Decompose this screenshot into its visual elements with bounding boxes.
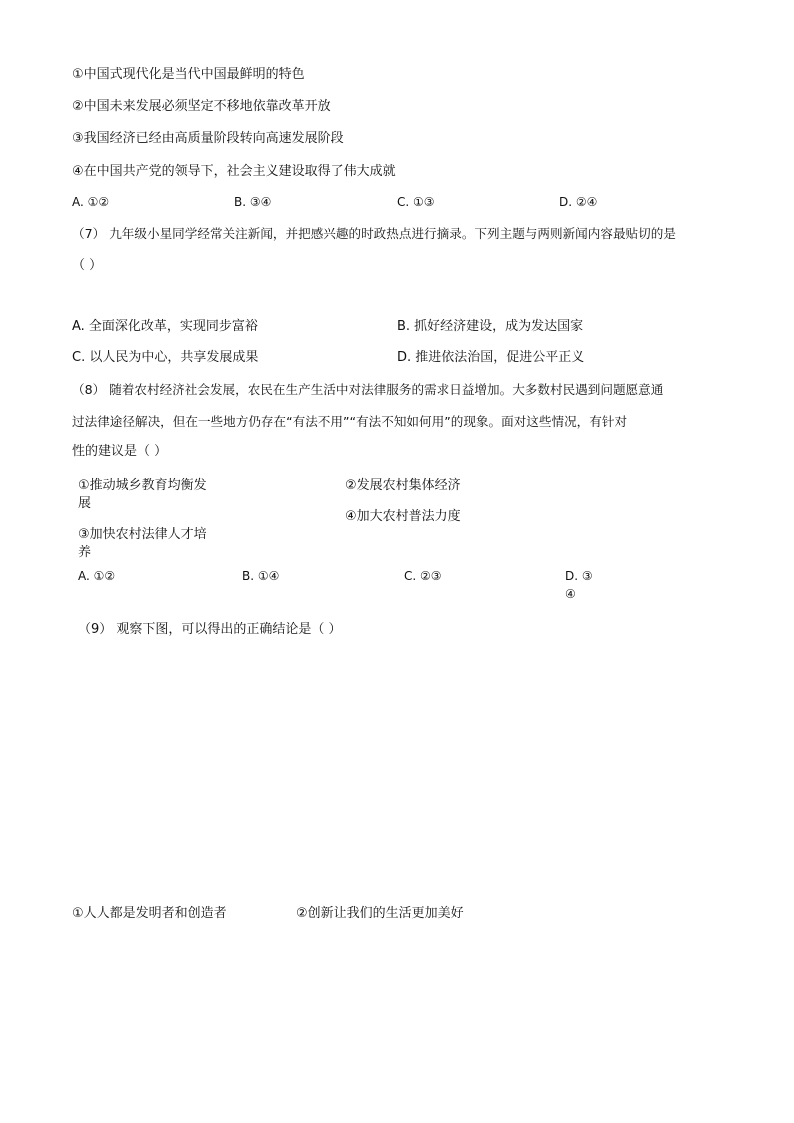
q7-option-d: D. 推进依法治国，促进公平正义 [397, 350, 585, 365]
q8-option-d-line-2: ④ [565, 587, 576, 601]
q8-item-3-line-1: ③加快农村法律人才培 [78, 527, 207, 542]
q7-stem-line-2: （ ） [72, 258, 103, 273]
q7-option-c: C. 以人民为中心，共享发展成果 [72, 350, 259, 365]
q6-item-4: ④在中国共产党的领导下，社会主义建设取得了伟大成就 [72, 164, 396, 179]
q8-item-1-line-1: ①推动城乡教育均衡发 [78, 478, 207, 493]
q6-item-3: ③我国经济已经由高质量阶段转向高速发展阶段 [72, 131, 344, 146]
q8-item-2: ②发展农村集体经济 [345, 478, 461, 493]
q9-item-1: ①人人都是发明者和创造者 [72, 906, 227, 921]
q8-item-3-line-2: 养 [78, 545, 92, 560]
q8-option-a: A. ①② [78, 569, 116, 583]
q7-stem-line-1: （7） 九年级小星同学经常关注新闻，并把感兴趣的时政热点进行摘录。下列主题与两则新闻内容最贴切的是 [72, 226, 676, 241]
q7-option-b: B. 抓好经济建设，成为发达国家 [397, 319, 584, 334]
q6-option-b: B. ③④ [234, 195, 272, 209]
q6-item-1: ①中国式现代化是当代中国最鲜明的特色 [72, 67, 305, 82]
q6-item-2: ②中国未来发展必须坚定不移地依靠改革开放 [72, 99, 331, 114]
q8-item-1-line-2: 展 [78, 496, 92, 511]
q6-option-a: A. ①② [72, 195, 110, 209]
q7-option-a: A. 全面深化改革，实现同步富裕 [72, 319, 258, 334]
q8-stem-line-2: 过法律途径解决，但在一些地方仍存在“有法不用”“有法不知如何用”的现象。面对这些情况，有针对 [72, 414, 628, 429]
q6-option-c: C. ①③ [397, 195, 435, 209]
q6-option-d: D. ②④ [559, 195, 598, 209]
q9-stem: （9） 观察下图，可以得出的正确结论是（ ） [78, 622, 342, 637]
q8-item-4: ④加大农村普法力度 [345, 509, 461, 524]
q8-stem-line-3: 性的建议是（ ） [72, 444, 168, 459]
q9-item-2: ②创新让我们的生活更加美好 [296, 906, 464, 921]
q8-option-c: C. ②③ [404, 569, 442, 583]
q8-option-b: B. ①④ [242, 569, 280, 583]
q8-option-d-line-1: D. ③ [565, 569, 593, 583]
q8-stem-line-1: （8） 随着农村经济社会发展，农民在生产生活中对法律服务的需求日益增加。大多数村民遇到问题愿意通 [72, 382, 664, 397]
q9-figure-area [78, 650, 718, 890]
